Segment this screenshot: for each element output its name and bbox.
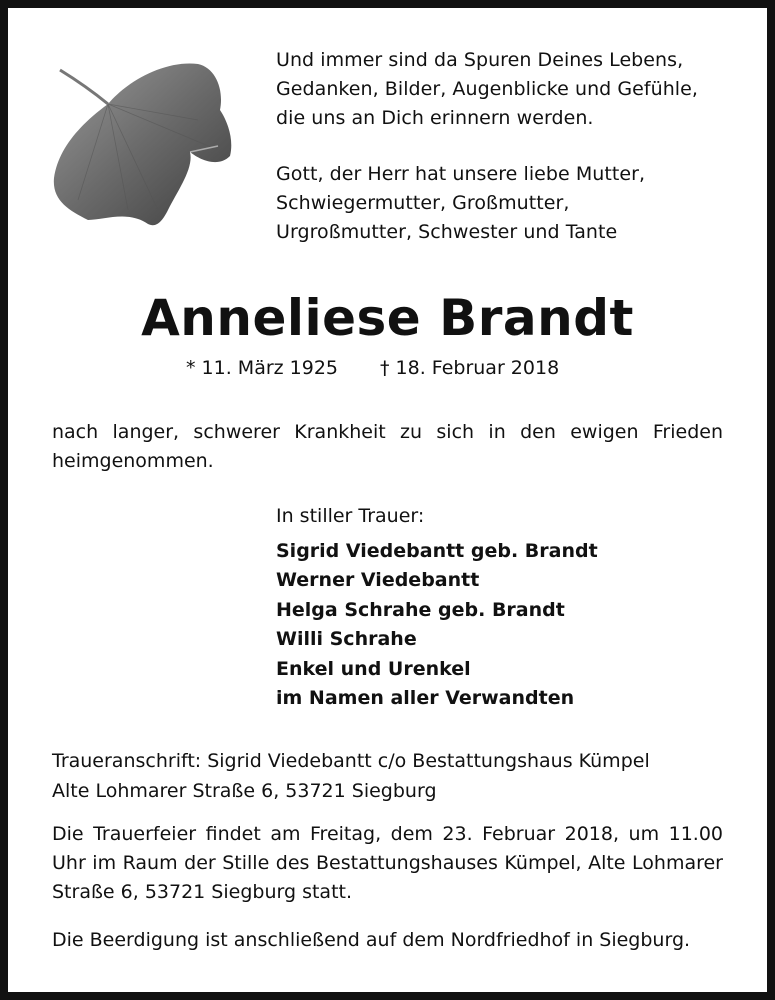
burial-text: Die Beerdigung ist anschließend auf dem Nordfriedhof in Siegburg. bbox=[52, 929, 691, 951]
mourners-list bbox=[276, 537, 598, 713]
quote-line: Und immer sind da Spuren Deines Lebens, bbox=[276, 49, 684, 71]
mourner-name: Sigrid Viedebantt geb. Brandt bbox=[276, 540, 598, 562]
quote-verse bbox=[276, 46, 746, 133]
intro-line: Schwiegermutter, Großmutter, bbox=[276, 192, 570, 214]
mourning-label: In stiller Trauer: bbox=[276, 505, 425, 527]
intro-line: Urgroßmutter, Schwester und Tante bbox=[276, 221, 618, 243]
intro-line: Gott, der Herr hat unsere liebe Mutter, bbox=[276, 163, 646, 185]
death-date: † 18. Februar 2018 bbox=[380, 357, 560, 379]
body-text: nach langer, schwerer Krankheit zu sich in den ewigen Frieden heimgenommen. bbox=[52, 421, 723, 472]
deceased-name: Anneliese Brandt bbox=[141, 289, 634, 347]
mourner-name: Enkel und Urenkel bbox=[276, 657, 471, 680]
mourner-name: Willi Schrahe bbox=[276, 628, 417, 651]
address-line: Alte Lohmarer Straße 6, 53721 Siegburg bbox=[52, 780, 437, 802]
ginkgo-leaf-icon bbox=[48, 60, 238, 230]
ceremony-text: Die Trauerfeier findet am Freitag, dem 23. Februar 2018, um 11.00 Uhr im Raum der Stille des Bestattungshauses Kümpel, Alte Lohmarer Straße 6, 53721 Siegburg statt. bbox=[52, 823, 723, 903]
mourner-name: im Namen aller Verwandten bbox=[276, 687, 575, 710]
intro-text bbox=[276, 160, 746, 247]
quote-line: Gedanken, Bilder, Augenblicke und Gefühle, bbox=[276, 78, 698, 100]
mourner-name: Helga Schrahe geb. Brandt bbox=[276, 598, 565, 621]
quote-line: die uns an Dich erinnern werden. bbox=[276, 107, 594, 129]
mourner-name: Werner Viedebantt bbox=[276, 569, 480, 592]
mourning-address bbox=[52, 746, 650, 806]
life-dates bbox=[186, 354, 559, 382]
birth-date: * 11. März 1925 bbox=[186, 357, 339, 379]
address-line: Traueranschrift: Sigrid Viedebantt c/o Bestattungshaus Kümpel bbox=[52, 750, 650, 772]
